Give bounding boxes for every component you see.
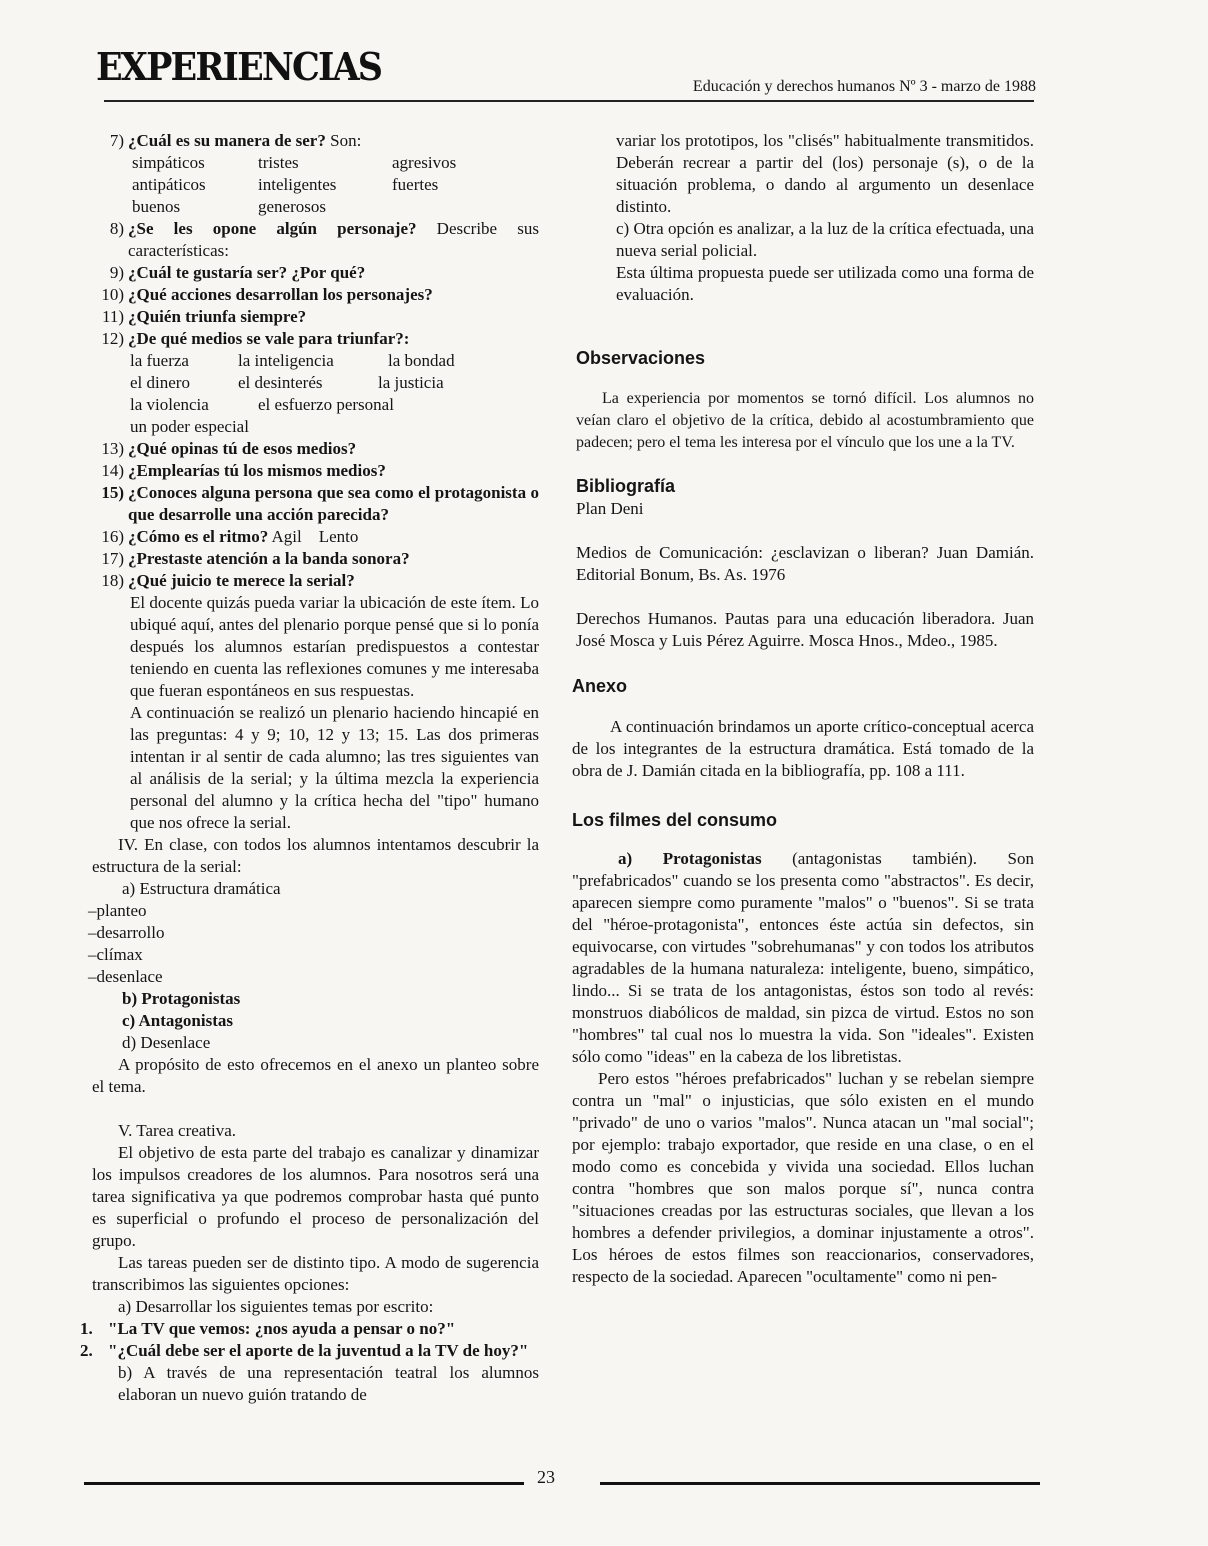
paragraph-iv: IV. En clase, con todos los alumnos intentamos descubrir la estructura de la serial: xyxy=(92,835,539,876)
question-15: 15) ¿Conoces alguna persona que sea como el protagonista o que desarrolle una acción parecida? xyxy=(101,483,539,524)
issue-info: Educación y derechos humanos Nº 3 - marzo de 1988 xyxy=(692,78,1036,95)
masthead xyxy=(96,44,1036,102)
heading-filmes-consumo: Los filmes del consumo xyxy=(572,810,778,830)
dash-item: –clímax xyxy=(88,945,143,964)
question-7-options: simpáticos tristes agresivos antipáticos inteligentes fuertes buenos generosos xyxy=(132,153,457,216)
bibliography-entry: Derechos Humanos. Pautas para una educación liberadora. Juan José Mosca y Luis Pérez Aguirre. Mosca Hnos., Mdeo., 1985. xyxy=(576,609,1034,650)
option-b: b) A través de una representación teatral los alumnos elaboran un nuevo guión tratando de xyxy=(118,1363,539,1404)
paragraph-observaciones: La experiencia por momentos se tornó difícil. Los alumnos no veían claro el objetivo de la crítica, debido al acostumbramiento que padecen; pero el tema les interesa por el vínculo que los une a la TV. xyxy=(576,390,1034,451)
right-column xyxy=(572,130,1034,1288)
topic-1: 1. "La TV que vemos: ¿nos ayuda a pensar o no?" xyxy=(80,1319,456,1338)
question-17: 17) ¿Prestaste atención a la banda sonora? xyxy=(101,549,410,568)
paragraph-18b: A continuación se realizó un plenario haciendo hincapié en las preguntas: 4 y 9; 10, 12 y 13; 15. Las dos primeras intentan ir al sentir de cada alumno; las tres siguientes van al análisis de la serial; y la última mezcla la experiencia personal del alumno y la crítica hecha del "tipo" humano que nos ofrece la serial. xyxy=(130,703,539,832)
question-11: 11) ¿Quién triunfa siempre? xyxy=(101,307,307,326)
question-12-options: la fuerza la inteligencia la bondad el dinero el desinterés la justicia la violencia el esfuerzo personal un poder especial xyxy=(130,351,455,436)
paragraph-protagonistas: a) Protagonistas (antagonistas también). Son "prefabricados" cuando se los presenta como "abstractos". Es decir, aparecen siempre como puramente "malos" o "buenos". Si se trata del "héroe-protagonista", entonces éste actúa sin defectos, sin equivocarse, con virtudes "sobrehumanas" y con todos los atributos agradables de la humana naturaleza: inteligente, bueno, simpático, lindo... Si se trata de los antagonistas, éstos son todo al revés: monstruos diabólicos de maldad, sin pizca de virtud. Estos no son "hombres" tal cual nos lo muestra la vida. Son "ideales". Existen sólo como "ideas" en la cabeza de los libretistas. xyxy=(572,849,1035,1066)
dash-item: –planteo xyxy=(88,901,147,920)
structure-a: a) Estructura dramática xyxy=(122,879,281,898)
question-7: 7) ¿Cuál es su manera de ser? Son: xyxy=(109,131,362,150)
header-rule xyxy=(104,100,1034,102)
question-10: 10) ¿Qué acciones desarrollan los personajes? xyxy=(101,285,433,304)
paragraph-18a: El docente quizás pueda variar la ubicación de este ítem. Lo ubiqué aquí, antes del plenario porque pensé que si lo ponía después los alumnos estarían predispuestos a contestar teniendo en cuenta las reflexiones comunes y me interesaba que fueran espontáneos en sus respuestas. xyxy=(130,593,539,700)
paragraph-v-title: V. Tarea creativa. xyxy=(118,1121,237,1140)
paragraph-v1: El objetivo de esta parte del trabajo es canalizar y dinamizar los impulsos creadores de los alumnos. Para nosotros será una tarea significativa ya que podremos comprobar hasta qué punto es superficial o profundo el proceso de personalización del grupo. xyxy=(92,1143,539,1250)
question-12: 12) ¿De qué medios se vale para triunfar?: xyxy=(101,329,410,348)
left-column xyxy=(80,130,539,1406)
structure-b: b) Protagonistas xyxy=(122,989,241,1008)
option-c: c) Otra opción es analizar, a la luz de la crítica efectuada, una nueva serial policial. xyxy=(616,219,1034,260)
dash-item: –desarrollo xyxy=(88,923,165,942)
paragraph-heroes: Pero estos "héroes prefabricados" luchan y se rebelan siempre contra un "mal" o injusticias, que sólo existen en el mundo "privado" de uno o varios "malos". Nunca atacan un "mal social"; por ejemplo: trabajo exportador, que reside en una clase, o en el modo como es concebida y vivida una sociedad. Ellos luchan contra "hombres que son malos porque sí", nunca contra "situaciones creadas por las estructuras sociales, que llevan a los hombres a defender privilegios, a dominar injustamente a otros". Los héroes de estos filmes son reaccionarios, conservadores, respecto de la sociedad. Aparecen "ocultamente" como ni pen- xyxy=(572,1069,1034,1286)
paragraph-continued: variar los prototipos, los "clisés" habitualmente transmitidos. Deberán recrear a partir del (los) personaje (s), o de la situación problema, o dando al argumento un desenlace distinto. xyxy=(616,131,1034,216)
question-9: 9) ¿Cuál te gustaría ser? ¿Por qué? xyxy=(109,263,366,282)
question-14: 14) ¿Emplearías tú los mismos medios? xyxy=(101,461,386,480)
question-8: 8) ¿Se les opone algún personaje? Describe sus características: xyxy=(109,219,539,260)
paragraph-anexo-ref: A propósito de esto ofrecemos en el anexo un planteo sobre el tema. xyxy=(92,1055,539,1096)
paragraph-anexo: A continuación brindamos un aporte crítico-conceptual acerca de los integrantes de la estructura dramática. Está tomado de la obra de J. Damián citada en la bibliografía, pp. 108 a 111. xyxy=(572,717,1034,780)
heading-observaciones: Observaciones xyxy=(576,348,706,368)
paragraph-v2: Las tareas pueden ser de distinto tipo. A modo de sugerencia transcribimos las siguientes opciones: xyxy=(92,1253,539,1294)
bibliography-entry: Plan Deni xyxy=(576,499,644,518)
option-a: a) Desarrollar los siguientes temas por escrito: xyxy=(118,1297,434,1316)
topic-2: 2. "¿Cuál debe ser el aporte de la juventud a la TV de hoy?" xyxy=(80,1341,529,1360)
footer-rule xyxy=(84,1476,1040,1490)
paragraph-evaluation: Esta última propuesta puede ser utilizada como una forma de evaluación. xyxy=(616,263,1034,304)
question-13: 13) ¿Qué opinas tú de esos medios? xyxy=(101,439,357,458)
page-number: 23 xyxy=(537,1467,555,1487)
question-18: 18) ¿Qué juicio te merece la serial? xyxy=(101,571,355,590)
structure-d: d) Desenlace xyxy=(122,1033,211,1052)
bibliography-entry: Medios de Comunicación: ¿esclavizan o liberan? Juan Damián. Editorial Bonum, Bs. As. 1976 xyxy=(576,543,1034,584)
structure-c: c) Antagonistas xyxy=(122,1011,233,1030)
question-16: 16) ¿Cómo es el ritmo? Agil Lento xyxy=(101,527,359,546)
magazine-logo: EXPERIENCIAS xyxy=(96,44,382,89)
dash-item: –desenlace xyxy=(88,967,163,986)
heading-bibliografia: Bibliografía xyxy=(576,476,676,496)
heading-anexo: Anexo xyxy=(572,676,628,696)
